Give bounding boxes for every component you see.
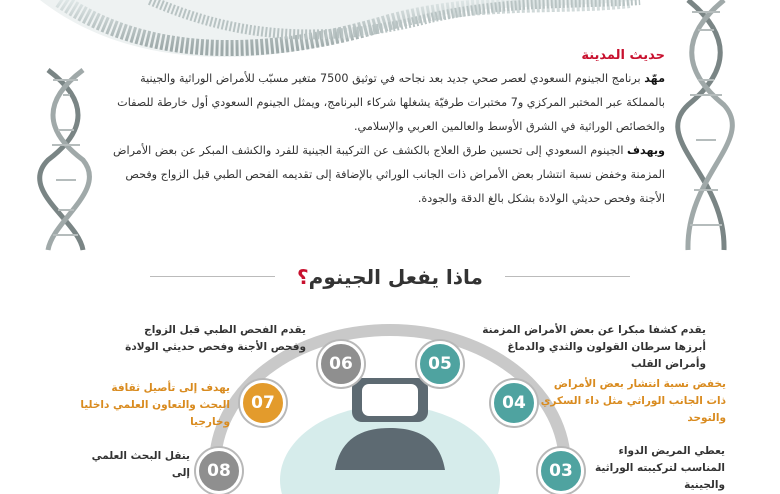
paragraph-2: [105, 139, 665, 211]
paragraph-1: [105, 67, 665, 139]
article: [105, 48, 665, 211]
step-number-04: 04: [502, 393, 526, 413]
paragraph-2-lead: ويهدف: [627, 144, 665, 157]
dna-helix-left-icon: [38, 70, 93, 250]
infographic-heading-text: ماذا يفعل الجينوم: [308, 265, 483, 289]
infographic-heading: [0, 265, 780, 289]
paragraph-1-lead: مهّد: [644, 72, 665, 85]
step-number-03: 03: [549, 461, 573, 481]
step-number-06: 06: [329, 354, 353, 374]
section-label: حديث المدينة: [581, 48, 665, 63]
paragraph-1-text: برنامج الجينوم السعودي لعصر صحي جديد بعد نجاحه في توثيق 7500 متغير مسبّب للأمراض الوراثية والجينية بالمملكة عبر المختبر المركزي و7 مختبرات طرفيّة يشغلها شركاء البرنامج، ويمثل الجينوم السعودي أول خارطة للصفات والخصائص الوراثية في الشرق الأوسط والعالمين العربي والإسلامي.: [117, 72, 665, 133]
feature-05-text: يقدم كشفا مبكرا عن بعض الأمراض المزمنة أبرزها سرطان القولون والثدي والدماغ وأمراض القلب: [482, 324, 706, 370]
paragraph-2-text: الجينوم السعودي إلى تحسين طرق العلاج بالكشف عن التركيبة الجينية للفرد والكشف المبكر عن بعض الأمراض المزمنة وخفض نسبة انتشار بعض الأمراض ذات الجانب الوراثي بالإضافة إلى تقديمه الفحص الطبي قبل الزواج وفحص الأجنة وفحص حديثي الولادة بشكل بالغ الدقة والجودة.: [113, 144, 665, 205]
step-number-07: 07: [251, 393, 275, 413]
dna-helix-right-icon: [676, 0, 736, 250]
infographic-heading-question-mark: ؟: [297, 265, 309, 289]
step-circle-04: [491, 380, 537, 426]
feature-08-text: ينقل البحث العلمي إلى: [91, 450, 190, 479]
feature-03-text: يعطي المريض الدواء المناسب لتركيبته الوراثية والجينية: [594, 445, 725, 491]
feature-07-text: يهدف إلى تأصيل ثقافة البحث والتعاون العلمي داخليا وخارجيا: [80, 382, 230, 428]
step-circle-07: [240, 380, 286, 426]
step-circle-05: [417, 341, 463, 387]
step-circle-08: [196, 448, 242, 494]
step-number-05: 05: [428, 354, 452, 374]
step-circle-03: [538, 448, 584, 494]
step-number-08: 08: [207, 461, 231, 481]
step-circle-06: [318, 341, 364, 387]
feature-04-text: يخفض نسبة انتشار بعض الأمراض ذات الجانب الوراثي مثل داء السكري والتوحد: [540, 378, 726, 424]
feature-06-text: يقدم الفحص الطبي قبل الزواج وفحص الأجنة وفحص حديثي الولادة: [125, 324, 306, 353]
